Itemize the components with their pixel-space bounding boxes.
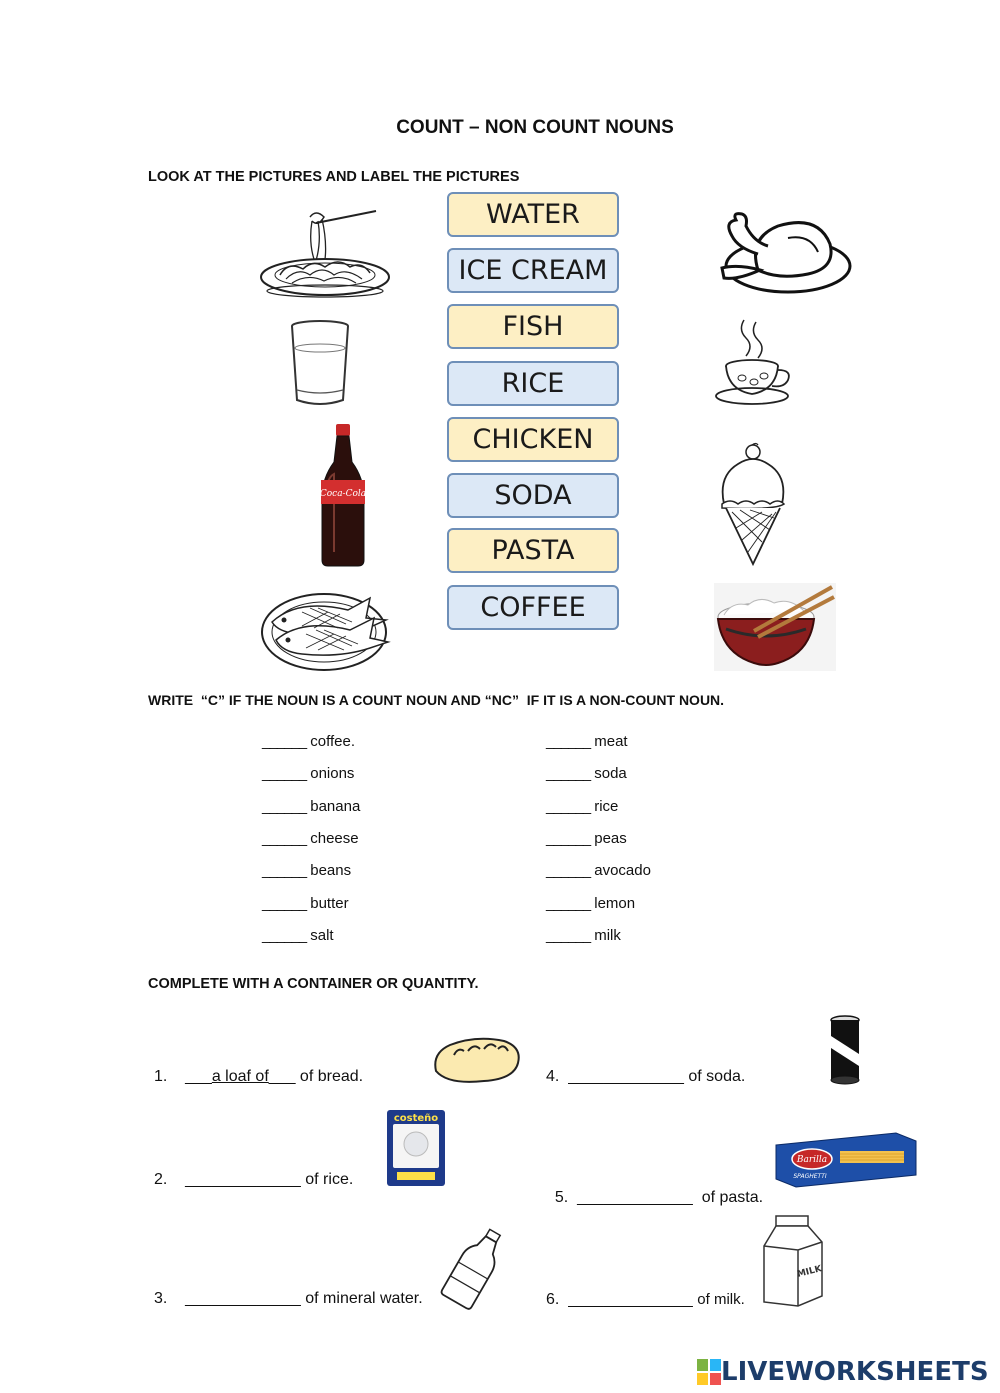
label-box-coffee[interactable]: COFFEE [447, 585, 619, 630]
exercise-5[interactable]: 5. _____________ of pasta. [554, 1189, 764, 1206]
exercise-6[interactable]: 6. ______________ of milk. [546, 1291, 745, 1308]
word-row-left-4[interactable]: ______ cheese [262, 830, 359, 847]
spaghetti-plate-picture[interactable] [258, 205, 393, 300]
liveworksheets-brand: LIVEWORKSHEETS [721, 1357, 989, 1387]
milk-carton-picture [758, 1212, 828, 1308]
roast-chicken-picture[interactable] [718, 208, 853, 298]
label-box-fish[interactable]: FISH [447, 304, 619, 349]
word-row-left-1[interactable]: ______ coffee. [262, 733, 355, 750]
soda-can-picture [826, 1014, 864, 1086]
label-box-soda[interactable]: SODA [447, 473, 619, 518]
word-row-left-2[interactable]: ______ onions [262, 765, 355, 782]
liveworksheets-icon [697, 1359, 721, 1385]
section2-heading: WRITE “C” IF THE NOUN IS A COUNT NOUN AND “NC” IF IT IS A NON-COUNT NOUN. [148, 692, 725, 708]
word-row-left-6[interactable]: ______ butter [262, 895, 349, 912]
label-box-pasta[interactable]: PASTA [447, 528, 619, 573]
label-box-rice[interactable]: RICE [447, 361, 619, 406]
rice-bowl-picture[interactable] [714, 583, 836, 671]
exercise-1[interactable]: 1. ___a loaf of___ of bread. [154, 1068, 364, 1085]
word-row-right-5[interactable]: ______ avocado [546, 862, 651, 879]
word-row-left-7[interactable]: ______ salt [262, 927, 334, 944]
word-row-right-1[interactable]: ______ meat [546, 733, 628, 750]
ice-cream-cone-picture[interactable] [716, 442, 791, 567]
exercise-3[interactable]: 3. _____________ of mineral water. [154, 1290, 423, 1307]
word-row-right-6[interactable]: ______ lemon [546, 895, 636, 912]
word-row-left-3[interactable]: ______ banana [262, 798, 361, 815]
word-row-right-4[interactable]: ______ peas [546, 830, 627, 847]
word-row-right-2[interactable]: ______ soda [546, 765, 627, 782]
word-row-right-3[interactable]: ______ rice [546, 798, 619, 815]
exercise-2[interactable]: 2. _____________ of rice. [154, 1171, 354, 1188]
pasta-brand-text: Barilla [796, 1155, 828, 1165]
coffee-cup-picture[interactable] [714, 316, 794, 408]
liveworksheets-logo [697, 1357, 989, 1387]
label-box-water[interactable]: WATER [447, 192, 619, 237]
section3-heading: COMPLETE WITH A CONTAINER OR QUANTITY. [148, 976, 479, 992]
pasta-name-text: SPAGHETTI [793, 1173, 827, 1180]
exercise-4[interactable]: 4. _____________ of soda. [546, 1068, 746, 1085]
bread-loaf-picture [430, 1033, 522, 1085]
section1-heading: LOOK AT THE PICTURES AND LABEL THE PICTURES [148, 169, 520, 185]
page-title: COUNT – NON COUNT NOUNS [396, 117, 674, 138]
water-bottle-picture [440, 1225, 510, 1310]
glass-of-water-picture[interactable] [285, 318, 355, 408]
milk-label-text: MILK [796, 1264, 823, 1280]
word-row-left-5[interactable]: ______ beans [262, 862, 352, 879]
pasta-box-picture [774, 1131, 918, 1189]
rice-brand-text: costeño [393, 1113, 439, 1124]
exercise-1-answer: a loaf of [211, 1068, 269, 1085]
fish-plate-picture[interactable] [258, 588, 393, 673]
label-box-chicken[interactable]: CHICKEN [447, 417, 619, 462]
soda-bottle-picture[interactable] [318, 422, 368, 568]
word-row-right-7[interactable]: ______ milk [546, 927, 621, 944]
label-box-ice-cream[interactable]: ICE CREAM [447, 248, 619, 293]
rice-bag-picture [385, 1108, 447, 1188]
soda-brand-text: Coca-Cola [319, 489, 367, 499]
